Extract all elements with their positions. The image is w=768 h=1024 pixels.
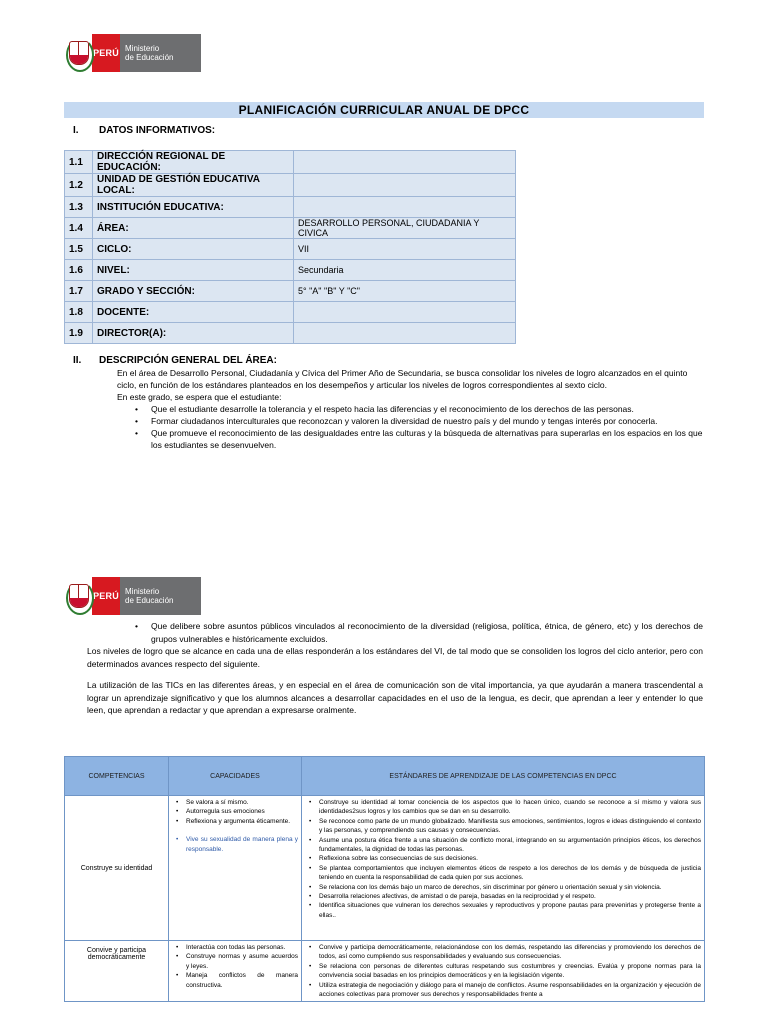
peru-coat-of-arms-icon xyxy=(64,34,92,72)
row-number: 1.4 xyxy=(65,218,93,239)
table-row xyxy=(65,197,516,218)
row-number: 1.1 xyxy=(65,151,93,174)
header-capacidades: CAPACIDADES xyxy=(169,757,302,796)
list-item: • Que promueve el reconocimiento de las desigualdades entre las culturas y la búsqueda de alternativas para superarlas en los espacios en los que los estudiantes se desenvuelven. xyxy=(151,427,707,451)
row-label: INSTITUCIÓN EDUCATIVA: xyxy=(93,197,294,218)
list-item: • Formar ciudadanos interculturales que reconozcan y valoren la diversidad de nuestro país y del mundo y tengas interés por conocerla. xyxy=(151,415,707,427)
minedu-logo xyxy=(64,34,201,72)
row-number: 1.7 xyxy=(65,281,93,302)
list-item: • Construye normas y asume acuerdos y leyes. xyxy=(186,952,298,971)
logo-country: PERÚ xyxy=(92,34,120,72)
table-row xyxy=(65,174,516,197)
competencias-table xyxy=(64,756,705,1002)
section-datos-informativos: I. DATOS INFORMATIVOS: xyxy=(73,125,216,136)
list-item: • Se relaciona con los demás bajo un marco de derechos, sin discriminar por género u orientación sexual y sin violencia. xyxy=(319,883,701,892)
list-item: • Se plantea comportamientos que incluyen elementos éticos de respeto a los derechos de los demás y de búsqueda de justicia teniendo en cuenta la responsabilidad de cada quien por sus acciones. xyxy=(319,864,701,883)
list-item: • Reflexiona sobre las consecuencias de sus decisiones. xyxy=(319,854,701,863)
row-value xyxy=(294,323,516,344)
list-item: • Que delibere sobre asuntos públicos vinculados al reconocimiento de la diversidad (religiosa, política, étnica, de género, etc) y los derechos de grupos vulnerables e históricamente excluidos. xyxy=(151,620,703,645)
area-description xyxy=(117,367,707,451)
row-number: 1.5 xyxy=(65,239,93,260)
row-number: 1.3 xyxy=(65,197,93,218)
row-value: DESARROLLO PERSONAL, CIUDADANIA Y CIVICA xyxy=(294,218,516,239)
list-item: • Asume una postura ética frente a una situación de conflicto moral, integrando en su argumentación principios éticos, los derechos fundamentales, la dignidad de todas las personas. xyxy=(319,836,701,855)
competencia-name: Construye su identidad xyxy=(65,796,169,941)
row-number: 1.9 xyxy=(65,323,93,344)
list-item: • Construye su identidad al tomar conciencia de los aspectos que lo hacen único, cuando se reconoce a sí mismo y valora sus identidades2sus logros y los cambios que se dan en su desarrollo. xyxy=(319,798,701,817)
logo-ministry: Ministerio de Educación xyxy=(120,577,201,615)
row-value xyxy=(294,151,516,174)
list-item: • Se reconoce como parte de un mundo globalizado. Manifiesta sus emociones, sentimientos, logros e ideas distinguiendo el contexto y las personas, y comprendiendo sus causas y consecuencias. xyxy=(319,817,701,836)
header-estandares: ESTÁNDARES DE APRENDIZAJE DE LAS COMPETENCIAS EN DPCC xyxy=(302,757,705,796)
row-label: DIRECTOR(A): xyxy=(93,323,294,344)
row-label: CICLO: xyxy=(93,239,294,260)
list-item: • Autorregula sus emociones xyxy=(186,807,298,816)
list-item: • Que el estudiante desarrolle la tolerancia y el respeto hacia las diferencias y el reconocimiento de los derechos de las personas. xyxy=(151,403,707,415)
row-value: Secundaria xyxy=(294,260,516,281)
minedu-logo-page2 xyxy=(64,577,201,615)
row-value: VII xyxy=(294,239,516,260)
table-row xyxy=(65,218,516,239)
row-label: DIRECCIÓN REGIONAL DE EDUCACIÓN: xyxy=(93,151,294,174)
datos-informativos-table xyxy=(64,150,516,344)
header-competencias: COMPETENCIAS xyxy=(65,757,169,796)
table-row xyxy=(65,941,705,1002)
document-title: PLANIFICACIÓN CURRICULAR ANUAL DE DPCC xyxy=(64,102,704,118)
logros-paragraph: Los niveles de logro que se alcance en cada una de ellas responderán a los estándares del VI, de tal modo que se consoliden los logros del ciclo anterior, pero con determinados avances respecto del siguiente. xyxy=(87,646,703,669)
list-item: • Reflexiona y argumenta éticamente. xyxy=(186,817,298,826)
estandares-cell xyxy=(302,796,705,941)
peru-coat-of-arms-icon xyxy=(64,577,92,615)
table-row xyxy=(65,796,705,941)
tics-paragraph: La utilización de las TICs en las diferentes áreas, y en especial en el área de comunicación son de vital importancia, ya que ayudarán a manera trascendental a lograr un aprendizaje significativo y que los alumnos alcances a desarrollar capacidades en el uso de la lengua, es decir, que aprendan a leer y entender lo que leen, que aprendan a redactar y que aprendan a expresarse oralmente. xyxy=(87,680,703,715)
logo-country: PERÚ xyxy=(92,577,120,615)
row-label: GRADO Y SECCIÓN: xyxy=(93,281,294,302)
logo-ministry: Ministerio de Educación xyxy=(120,34,201,72)
table-row xyxy=(65,239,516,260)
row-number: 1.8 xyxy=(65,302,93,323)
row-number: 1.6 xyxy=(65,260,93,281)
row-label: UNIDAD DE GESTIÓN EDUCATIVA LOCAL: xyxy=(93,174,294,197)
table-row xyxy=(65,323,516,344)
expectation-list xyxy=(117,403,707,451)
table-row xyxy=(65,302,516,323)
list-item: • Interactúa con todas las personas. xyxy=(186,943,298,952)
list-item: • Vive su sexualidad de manera plena y responsable. xyxy=(186,835,298,854)
list-item: • Se relaciona con personas de diferentes culturas respetando sus costumbres y creencias. Evalúa y propone normas para la convivencia social basadas en los principios democráticos y en la legislación vigente. xyxy=(319,962,701,981)
estandares-cell xyxy=(302,941,705,1002)
list-item: • Se valora a sí mismo. xyxy=(186,798,298,807)
table-row xyxy=(65,260,516,281)
row-value xyxy=(294,302,516,323)
list-item: • Desarrolla relaciones afectivas, de amistad o de pareja, basadas en la reciprocidad y el respeto. xyxy=(319,892,701,901)
description-paragraph: En el área de Desarrollo Personal, Ciudadanía y Cívica del Primer Año de Secundaria, se busca consolidar los niveles de logro alcanzados en el quinto ciclo, en función de los estándares planteados en los desempeños y articular los niveles de logros correspondientes al sexto ciclo. xyxy=(117,368,688,390)
row-label: NIVEL: xyxy=(93,260,294,281)
row-label: DOCENTE: xyxy=(93,302,294,323)
row-number: 1.2 xyxy=(65,174,93,197)
list-item: • Utiliza estrategia de negociación y diálogo para el manejo de conflictos. Asume responsabilidades en la organización y ejecución de acciones colectivas para promover sus derechos y responsabilidades frente a xyxy=(319,981,701,1000)
row-value xyxy=(294,197,516,218)
section-descripcion-general: II. DESCRIPCIÓN GENERAL DEL ÁREA: xyxy=(73,355,277,366)
competencia-name: Convive y participa democráticamente xyxy=(65,941,169,1002)
description-intro: En este grado, se espera que el estudiante: xyxy=(117,392,282,402)
row-value: 5° "A" "B" Y "C" xyxy=(294,281,516,302)
page2-text xyxy=(87,620,703,717)
list-item: • Maneja conflictos de manera constructiva. xyxy=(186,971,298,990)
table-row xyxy=(65,151,516,174)
capacidades-cell xyxy=(169,796,302,941)
row-value xyxy=(294,174,516,197)
list-item: • Convive y participa democráticamente, relacionándose con los demás, respetando las diferencias y promoviendo los derechos de todos, así como cumpliendo sus responsabilidades y evaluando sus consecuencias. xyxy=(319,943,701,962)
list-item: • Identifica situaciones que vulneran los derechos sexuales y reproductivos y propone pautas para prevenirlas y protegerse frente a ellas.. xyxy=(319,901,701,920)
capacidades-cell xyxy=(169,941,302,1002)
row-label: ÁREA: xyxy=(93,218,294,239)
table-row xyxy=(65,281,516,302)
